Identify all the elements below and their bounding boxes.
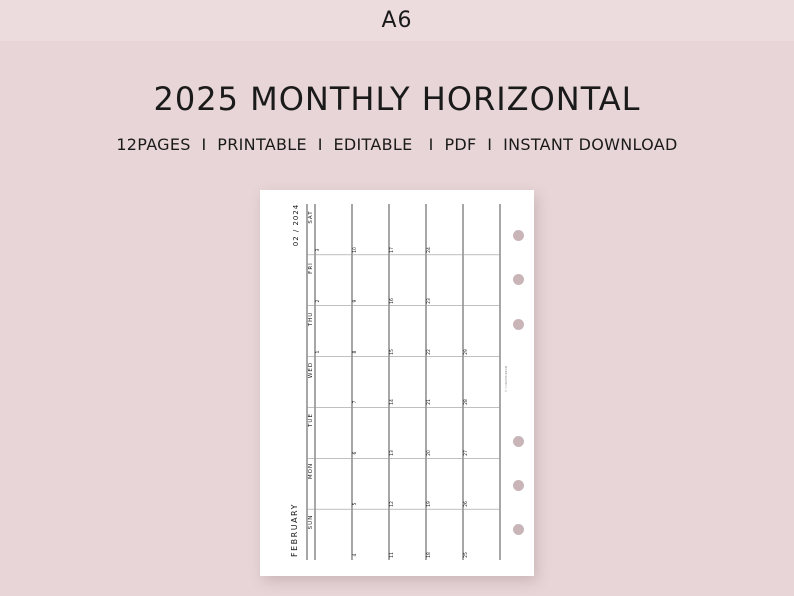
date-number: 5 xyxy=(353,502,358,506)
planner-page xyxy=(260,190,534,576)
date-number: 6 xyxy=(353,451,358,455)
ring-hole xyxy=(513,480,524,491)
date-label: 02 / 2024 xyxy=(292,203,300,247)
date-number: 7 xyxy=(353,400,358,404)
date-number: 18 xyxy=(427,552,432,558)
date-number: 11 xyxy=(390,552,395,558)
date-number: 19 xyxy=(427,501,432,508)
ring-hole xyxy=(513,436,524,447)
size-label: A6 xyxy=(381,8,413,33)
page-title: 2025 MONTHLY HORIZONTAL xyxy=(153,80,641,118)
ring-hole xyxy=(513,230,524,241)
date-number: 24 xyxy=(427,246,432,253)
date-number: 15 xyxy=(390,348,395,355)
day-label-tue: TUE xyxy=(308,413,314,428)
date-number: 21 xyxy=(427,399,432,406)
date-number: 25 xyxy=(464,552,469,558)
page-subtitle: 12PAGES I PRINTABLE I EDITABLE I PDF I INSTANT DOWNLOAD xyxy=(116,135,678,154)
date-number: 2 xyxy=(316,299,321,303)
day-label-sat: SAT xyxy=(308,210,314,224)
date-number: 12 xyxy=(390,501,395,508)
date-number: 26 xyxy=(464,501,469,508)
day-label-thu: THU xyxy=(308,311,314,326)
date-number: 10 xyxy=(353,246,358,253)
date-number: 3 xyxy=(316,248,321,252)
date-number: 14 xyxy=(390,399,395,406)
date-number: 1 xyxy=(316,350,321,353)
ring-hole xyxy=(513,274,524,285)
date-number: 17 xyxy=(390,246,395,253)
day-label-mon: MON xyxy=(308,463,314,480)
day-label-wed: WED xyxy=(308,361,314,378)
day-label-sun: SUN xyxy=(308,514,314,530)
date-number: 20 xyxy=(427,450,432,457)
date-number: 13 xyxy=(390,450,395,457)
month-label: FEBRUARY xyxy=(290,503,299,557)
date-number: 22 xyxy=(427,348,432,355)
ring-hole xyxy=(513,319,524,330)
date-number: 9 xyxy=(353,299,358,303)
date-number: 16 xyxy=(390,297,395,304)
ring-hole xyxy=(513,524,524,535)
calendar-grid xyxy=(260,190,534,576)
date-number: 4 xyxy=(353,553,358,557)
date-number: 29 xyxy=(464,348,469,355)
date-number: 23 xyxy=(427,297,432,304)
date-number: 28 xyxy=(464,399,469,406)
brand-label: © CURATEDREAM xyxy=(504,365,508,393)
date-number: 8 xyxy=(353,350,358,353)
date-number: 27 xyxy=(464,450,469,457)
day-label-fri: FRI xyxy=(308,262,314,274)
top-bar xyxy=(0,0,794,41)
